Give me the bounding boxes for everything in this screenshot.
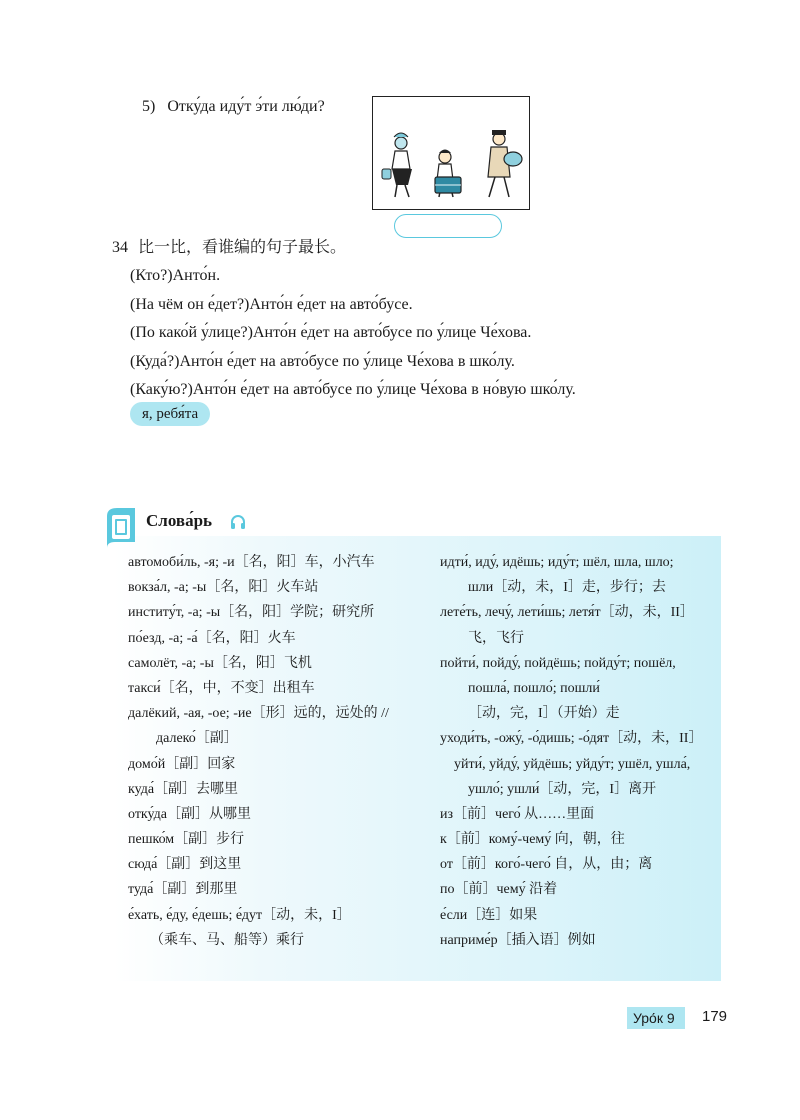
answer-box [394, 214, 502, 238]
vocab-entry: по［前］чему́ 沿着 [440, 882, 558, 898]
vocab-entry: от［前］кого́-чего́ 自，从，由；离 [440, 857, 653, 873]
vocab-entry: вокза́л, -а; -ы［名，阳］火车站 [128, 580, 319, 596]
man-figure [488, 130, 522, 197]
exercise-line: (Кто?)Анто́н. [130, 267, 221, 284]
vocab-entry: сюда́［副］到这里 [128, 857, 242, 873]
vocab-entry: туда́［副］到那里 [128, 882, 238, 898]
vocab-entry: далёкий, -ая, -ое; -ие［形］远的，远处的 // [128, 706, 389, 722]
vocab-entry: пойти́, пойду́, пойдёшь; пойду́т; пошёл, [440, 655, 676, 671]
book-icon [103, 506, 139, 550]
exercise-line: (По како́й у́лице?)Анто́н е́дет на авто́бусе по у́лице Че́хова. [130, 324, 532, 341]
exercise-line: (Куда́?)Анто́н е́дет на авто́бусе по у́лице Че́хова в шко́лу. [130, 352, 515, 370]
vocab-entry: домо́й［副］回家 [128, 756, 236, 772]
vocab-entry: к［前］кому́-чему́ 向，朝，往 [440, 832, 625, 848]
question-5 [142, 98, 325, 116]
vocab-entry: такси́［名，中，不变］出租车 [128, 680, 315, 696]
vocab-entry: уйти́, уйду́, уйдёшь; уйду́т; ушёл, ушла́, [454, 756, 691, 772]
vocab-entry: автомоби́ль, -я; -и［名，阳］车，小汽车 [128, 555, 375, 570]
vocab-entry: институ́т, -а; -ы［名，阳］学院；研究所 [128, 605, 375, 621]
vocab-entry: ушло́; ушли́［动，完，I］离开 [468, 781, 657, 797]
vocab-entry: е́сли［连］如果 [440, 907, 538, 923]
vocab-entry: лете́ть, лечу́, лети́шь; летя́т［动，未，II］ [440, 605, 694, 621]
vocabulary-right-column [440, 550, 720, 953]
exercise-line: (Каку́ю?)Анто́н е́дет на авто́бусе по у́лице Че́хова в но́вую шко́лу. [130, 381, 576, 398]
vocab-entry: далеко́［副］ [156, 731, 238, 747]
vocabulary-title: Слова́рь [146, 511, 213, 530]
vocab-entry: шли［动，未，I］走，步行；去 [468, 580, 666, 596]
vocab-entry: е́хать, е́ду, е́дешь; е́дут［动，未，I］ [128, 907, 351, 923]
boy-figure [435, 150, 461, 198]
lesson-label: Уро́к 9 [633, 1010, 675, 1026]
exercise-number: 34 [112, 239, 128, 256]
vocab-entry: 飞，飞行 [468, 630, 524, 646]
vocab-entry: уходи́ть, -ожу́, -о́дишь; -о́дят［动，未，II］ [440, 731, 703, 747]
vocab-entry: （乘车、马、船等）乘行 [150, 932, 304, 948]
vocab-entry: пошла́, пошло́; пошли́ [468, 680, 600, 696]
vocabulary-left-column [128, 550, 428, 953]
exercise-34-heading [112, 234, 346, 257]
vocab-entry: самолёт, -а; -ы［名，阳］飞机 [128, 655, 312, 671]
page-number: 179 [702, 1008, 728, 1025]
vocab-entry: куда́［副］去哪里 [128, 781, 239, 797]
people-illustration [372, 96, 530, 210]
headphones-icon[interactable] [230, 514, 246, 530]
vocab-entry: идти́, иду́, идёшь; иду́т; шёл, шла, шло; [440, 555, 674, 570]
vocab-entry: из［前］чего́ 从……里面 [440, 806, 595, 822]
vocab-entry: отку́да［副］从哪里 [128, 806, 251, 822]
exercise-line: (На чём он е́дет?)Анто́н е́дет на авто́бусе. [130, 295, 413, 313]
vocab-entry: наприме́р［插入语］例如 [440, 932, 596, 948]
woman-figure [382, 133, 412, 197]
question-text: Отку́да иду́т э́ти лю́ди? [167, 98, 325, 115]
vocab-entry: пешко́м［副］步行 [128, 832, 245, 848]
exercise-instruction: 比一比，看谁编的句子最长。 [138, 239, 347, 256]
question-number: 5) [142, 98, 156, 115]
vocab-entry: ［动，完，I］（开始）走 [468, 706, 620, 722]
vocab-entry: по́езд, -а; -а́［名，阳］火车 [128, 630, 296, 646]
hint-badge: я, ребя́та [130, 402, 210, 426]
exercise-34-lines [130, 262, 576, 405]
